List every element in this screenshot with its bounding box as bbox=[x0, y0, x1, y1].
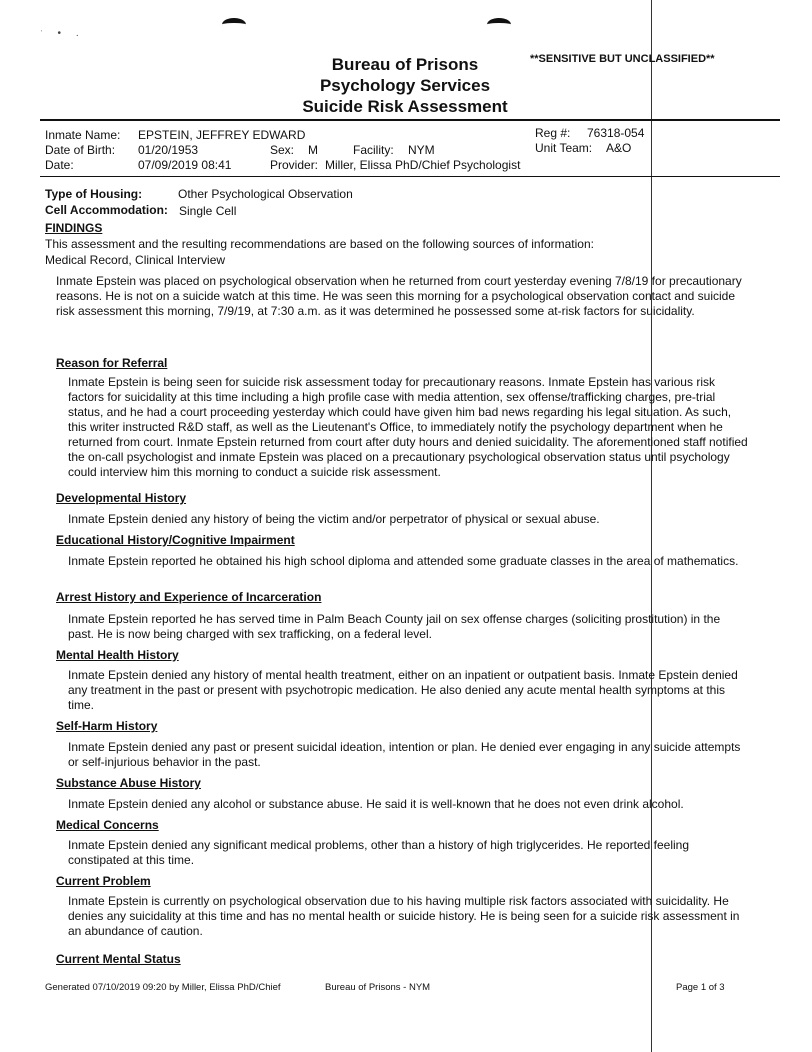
cell-accommodation-value: Single Cell bbox=[179, 204, 237, 218]
inmate-name-label: Inmate Name: bbox=[45, 128, 121, 142]
unit-label: Unit Team: bbox=[535, 141, 593, 155]
reg-label: Reg #: bbox=[535, 126, 571, 140]
section-text-substance-abuse-history: Inmate Epstein denied any alcohol or substance abuse. He said it is well-known that he does not even drink alcohol. bbox=[68, 797, 684, 811]
sex-label: Sex: bbox=[270, 143, 295, 157]
punch-hole-right bbox=[487, 18, 511, 31]
findings-heading: FINDINGS bbox=[45, 221, 103, 235]
cell-accommodation-label: Cell Accommodation: bbox=[45, 203, 168, 217]
dob-label: Date of Birth: bbox=[45, 143, 116, 157]
sex-value: M bbox=[308, 143, 318, 157]
dob-value: 01/20/1953 bbox=[138, 143, 199, 157]
section-text-educational-history: Inmate Epstein reported he obtained his high school diploma and attended some graduate classes in the area of mathematics. bbox=[68, 554, 739, 568]
inmate-name: EPSTEIN, JEFFREY EDWARD bbox=[138, 128, 306, 142]
footer-source: Bureau of Prisons - NYM bbox=[325, 982, 431, 993]
section-text-reason-for-referral: Inmate Epstein is being seen for suicide risk assessment today for precautionary reasons. Inmate Epstein has various risk factors for suicidality at this time including a high profile case with media attention, sex offense/trafficking charges, pre-trial status, and he had a court proceeding yesterday which could have given him bad news regarding his legal situation. As such, this writer instructed R&D staff, as well as the Lieutenant's Office, to immediately notify the psychology department when he returned from court. Inmate Epstein returned from court after duty hours and denied suicidality. The aforementioned staff notified the on-call psychologist and inmate Epstein was placed on a precautionary psychological observation status until psychology could interview him this morning to conduct a suicide risk assessment. bbox=[68, 375, 748, 479]
section-heading-educational-history: Educational History/Cognitive Impairment bbox=[56, 533, 295, 547]
section-text-arrest-history: Inmate Epstein reported he has served time in Palm Beach County jail on sex offense charges (soliciting prostitution) in the past. He is now being charged with sex trafficking, on a federal level. bbox=[68, 612, 721, 641]
provider-label: Provider: bbox=[270, 158, 319, 172]
section-heading-medical-concerns: Medical Concerns bbox=[56, 818, 159, 832]
housing-type-label: Type of Housing: bbox=[45, 187, 143, 201]
section-heading-arrest-history: Arrest History and Experience of Incarceration bbox=[56, 590, 322, 604]
footer-generated: Generated 07/10/2019 09:20 by Miller, Elissa PhD/Chief bbox=[45, 982, 281, 993]
findings-intro: This assessment and the resulting recommendations are based on the following sources of information: bbox=[45, 237, 594, 251]
header-divider bbox=[40, 119, 780, 121]
reg-value: 76318-054 bbox=[587, 126, 645, 140]
scan-specks: ˑ • . bbox=[40, 28, 85, 39]
section-heading-developmental-history: Developmental History bbox=[56, 491, 187, 505]
classification-banner: **SENSITIVE BUT UNCLASSIFIED** bbox=[530, 53, 715, 65]
section-heading-reason-for-referral: Reason for Referral bbox=[56, 356, 168, 370]
section-text-self-harm-history: Inmate Epstein denied any past or present suicidal ideation, intention or plan. He denied ever engaging in any suicide attempts or self-injurious behavior in the past. bbox=[68, 740, 741, 769]
section-heading-self-harm-history: Self-Harm History bbox=[56, 719, 158, 733]
provider-value: Miller, Elissa PhD/Chief Psychologist bbox=[325, 158, 521, 172]
section-heading-current-mental-status: Current Mental Status bbox=[56, 952, 181, 966]
section-text-current-problem: Inmate Epstein is currently on psychological observation due to his having multiple risk factors associated with suicidality. He denies any suicidality at this time and has no mental health or suicide history. He is being seen for a suicide risk assessment in an abundance of caution. bbox=[68, 894, 740, 938]
facility-label: Facility: bbox=[353, 143, 394, 157]
department-title: Psychology Services bbox=[319, 76, 491, 95]
info-divider bbox=[40, 176, 780, 177]
date-label: Date: bbox=[45, 158, 74, 172]
housing-type-value: Other Psychological Observation bbox=[178, 187, 353, 201]
section-text-developmental-history: Inmate Epstein denied any history of being the victim and/or perpetrator of physical or sexual abuse. bbox=[68, 512, 600, 526]
date-value: 07/09/2019 08:41 bbox=[138, 158, 232, 172]
section-heading-mental-health-history: Mental Health History bbox=[56, 648, 179, 662]
section-text-mental-health-history: Inmate Epstein denied any history of mental health treatment, either on an inpatient or outpatient basis. Inmate Epstein denied any treatment in the past or present with psychotropic medication. He also denied any acute mental health symptoms at this time. bbox=[68, 668, 738, 712]
footer-page-number: Page 1 of 3 bbox=[676, 982, 725, 993]
unit-value: A&O bbox=[606, 141, 632, 155]
punch-hole-left bbox=[222, 18, 246, 31]
section-text-medical-concerns: Inmate Epstein denied any significant medical problems, other than a history of high triglycerides. He reported feeling constipated at this time. bbox=[68, 838, 690, 867]
findings-summary: Inmate Epstein was placed on psychological observation when he returned from court yesterday evening 7/8/19 for precautionary reasons. He is not on a suicide watch at this time. He was seen this morning for a psychological observation contact and suicide risk assessment this morning, 7/9/19, at 7:30 a.m. as it was determined he possessed some at-risk factors for suicidality. bbox=[56, 274, 742, 318]
facility-value: NYM bbox=[408, 143, 435, 157]
section-heading-current-problem: Current Problem bbox=[56, 874, 151, 888]
section-heading-substance-abuse-history: Substance Abuse History bbox=[56, 776, 201, 790]
agency-title: Bureau of Prisons bbox=[331, 55, 479, 74]
findings-sources: Medical Record, Clinical Interview bbox=[45, 253, 226, 267]
document-title: Suicide Risk Assessment bbox=[302, 97, 508, 116]
